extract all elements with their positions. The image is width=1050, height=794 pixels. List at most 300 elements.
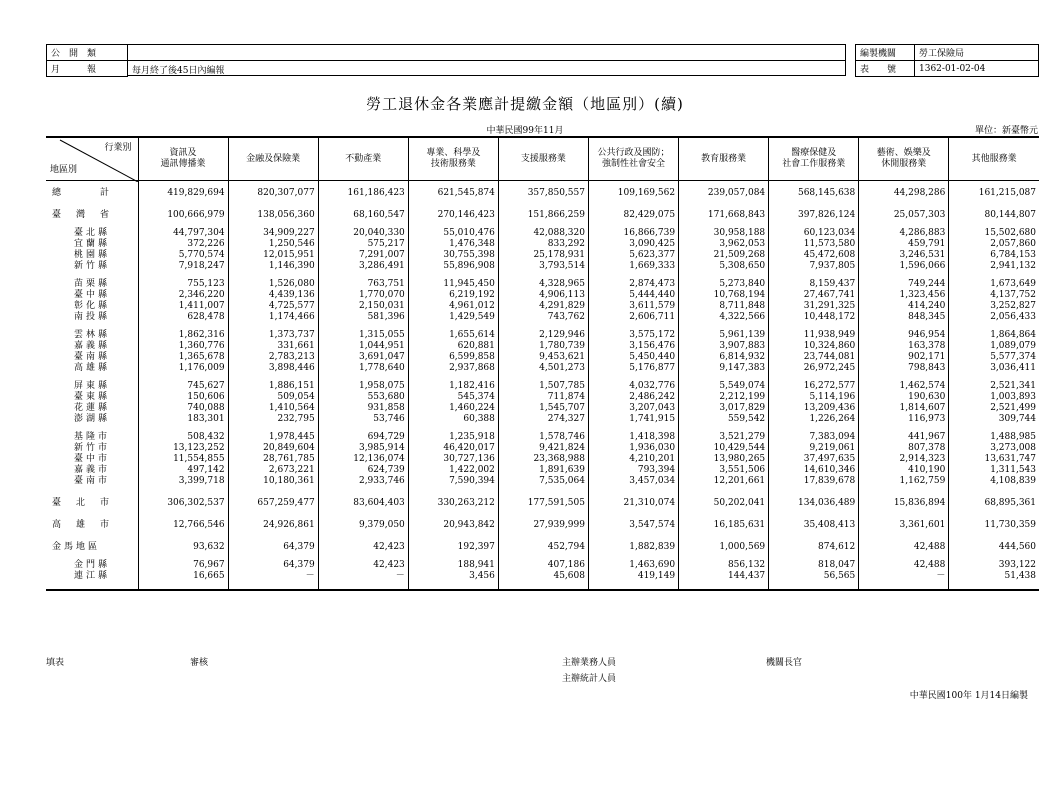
footer-prepared: 填表 (46, 658, 65, 668)
value-cell: 856,132 (679, 560, 769, 571)
value-cell: 1,958,075 (318, 381, 408, 392)
value-cell: 509,054 (228, 392, 318, 403)
agency-value: 勞工保險局 (915, 45, 1039, 61)
column-header: 藝術、娛樂及 休閒服務業 (859, 137, 949, 181)
value-cell: 177,591,505 (498, 498, 588, 509)
value-cell: 42,423 (318, 542, 408, 553)
value-cell: 5,577,374 (949, 352, 1039, 363)
value-cell: 42,423 (318, 560, 408, 571)
table-row (46, 432, 1039, 443)
value-cell: 53,746 (318, 414, 408, 425)
value-cell: 848,345 (859, 312, 949, 323)
table-row (46, 560, 1039, 571)
value-cell: 3,521,279 (679, 432, 769, 443)
value-cell: 7,918,247 (138, 261, 228, 272)
value-cell: 7,937,805 (769, 261, 859, 272)
value-cell: 1,182,416 (408, 381, 498, 392)
value-cell: 407,186 (498, 560, 588, 571)
value-cell: 6,814,932 (679, 352, 769, 363)
value-cell: 6,219,192 (408, 290, 498, 301)
table-row (46, 250, 1039, 261)
value-cell: 545,374 (408, 392, 498, 403)
region-name: 基隆市 (74, 432, 111, 442)
value-cell: 2,150,031 (318, 301, 408, 312)
form-number-label: 表 號 (856, 61, 915, 77)
value-cell: 45,472,608 (769, 250, 859, 261)
value-cell: 5,114,196 (769, 392, 859, 403)
value-cell: 4,906,113 (498, 290, 588, 301)
value-cell: 37,497,635 (769, 454, 859, 465)
value-cell: 628,478 (138, 312, 228, 323)
corner-industry-label: 行業別 (104, 143, 132, 153)
value-cell: 2,129,946 (498, 330, 588, 341)
value-cell: 34,909,227 (228, 228, 318, 239)
value-cell: 5,961,139 (679, 330, 769, 341)
value-cell: 20,040,330 (318, 228, 408, 239)
value-cell: 16,272,577 (769, 381, 859, 392)
value-cell: 331,661 (228, 341, 318, 352)
value-cell: 620,881 (408, 341, 498, 352)
value-cell: 12,136,074 (318, 454, 408, 465)
value-cell: 270,146,423 (408, 210, 498, 221)
column-header: 教育服務業 (679, 137, 769, 181)
value-cell: 82,429,075 (588, 210, 678, 221)
value-cell: 7,291,007 (318, 250, 408, 261)
value-cell: 161,186,423 (318, 188, 408, 199)
value-cell: 3,575,172 (588, 330, 678, 341)
table-row (46, 301, 1039, 312)
value-cell: 743,762 (498, 312, 588, 323)
column-header: 不動產業 (318, 137, 408, 181)
table-row (46, 239, 1039, 250)
value-cell: 7,590,394 (408, 476, 498, 487)
column-header: 公共行政及國防； 強制性社會安全 (588, 137, 678, 181)
value-cell: 183,301 (138, 414, 228, 425)
footer-statistics-staff: 主辦統計人員 (562, 674, 617, 684)
value-cell: 10,324,860 (769, 341, 859, 352)
value-cell: 109,169,562 (588, 188, 678, 199)
value-cell: 5,176,877 (588, 363, 678, 374)
value-cell: 9,147,383 (679, 363, 769, 374)
value-cell: 1,882,839 (588, 542, 678, 553)
value-cell: 1,862,316 (138, 330, 228, 341)
value-cell: 3,252,827 (949, 301, 1039, 312)
header-left-value-box (128, 44, 846, 76)
value-cell: 621,545,874 (408, 188, 498, 199)
value-cell: 4,137,752 (949, 290, 1039, 301)
value-cell: 1,669,333 (588, 261, 678, 272)
value-cell: 21,509,268 (679, 250, 769, 261)
value-cell: 15,502,680 (949, 228, 1039, 239)
value-cell: 2,346,220 (138, 290, 228, 301)
region-name: 新竹縣 (74, 261, 111, 271)
value-cell: 64,379 (228, 560, 318, 571)
value-cell: 1,488,985 (949, 432, 1039, 443)
value-cell: 42,488 (859, 542, 949, 553)
value-cell: 694,729 (318, 432, 408, 443)
value-cell: 1,174,466 (228, 312, 318, 323)
value-cell: 42,088,320 (498, 228, 588, 239)
region-name: 嘉義縣 (74, 341, 111, 351)
region-name: 南投縣 (74, 312, 111, 322)
value-cell: 239,057,084 (679, 188, 769, 199)
value-cell: 1,778,640 (318, 363, 408, 374)
region-name: 總 計 (52, 188, 113, 198)
table-row (46, 279, 1039, 290)
value-cell: 55,896,908 (408, 261, 498, 272)
value-cell: 4,322,566 (679, 312, 769, 323)
value-cell: 1,373,737 (228, 330, 318, 341)
region-name: 臺北縣 (74, 228, 111, 238)
value-cell: 3,985,914 (318, 443, 408, 454)
value-cell: 16,185,631 (679, 520, 769, 531)
value-cell: 11,730,359 (949, 520, 1039, 531)
value-cell: 44,797,304 (138, 228, 228, 239)
value-cell: 10,768,194 (679, 290, 769, 301)
value-cell: 306,302,537 (138, 498, 228, 509)
value-cell: 10,429,544 (679, 443, 769, 454)
value-cell: 357,850,557 (498, 188, 588, 199)
value-cell: 8,711,848 (679, 301, 769, 312)
column-header: 醫療保健及 社會工作服務業 (769, 137, 859, 181)
value-cell: 171,668,843 (679, 210, 769, 221)
value-cell: 1,462,574 (859, 381, 949, 392)
value-cell: 188,941 (408, 560, 498, 571)
table-row (46, 210, 1039, 221)
value-cell: 798,843 (859, 363, 949, 374)
unit-label: 單位：新臺幣元 (974, 126, 1038, 136)
value-cell: 24,926,861 (228, 520, 318, 531)
value-cell: 20,849,604 (228, 443, 318, 454)
value-cell: 711,874 (498, 392, 588, 403)
table-row (46, 188, 1039, 199)
region-name: 桃園縣 (74, 250, 111, 260)
value-cell: 3,793,514 (498, 261, 588, 272)
value-cell: 508,432 (138, 432, 228, 443)
table-row (46, 228, 1039, 239)
value-cell: 1,003,893 (949, 392, 1039, 403)
column-header: 資訊及 通訊傳播業 (138, 137, 228, 181)
value-cell: 1,780,739 (498, 341, 588, 352)
value-cell: 931,858 (318, 403, 408, 414)
value-cell: 1,460,224 (408, 403, 498, 414)
corner-cell (46, 137, 138, 181)
value-cell: 2,521,499 (949, 403, 1039, 414)
value-cell: 902,171 (859, 352, 949, 363)
value-cell: 330,263,212 (408, 498, 498, 509)
value-cell: 419,829,694 (138, 188, 228, 199)
value-cell: 56,565 (769, 571, 859, 582)
value-cell: 2,914,323 (859, 454, 949, 465)
value-cell: 4,501,273 (498, 363, 588, 374)
value-cell: 3,286,491 (318, 261, 408, 272)
table-row (46, 381, 1039, 392)
region-name: 臺中市 (74, 454, 111, 464)
value-cell: 20,943,842 (408, 520, 498, 531)
value-cell: 4,725,577 (228, 301, 318, 312)
value-cell: 1,526,080 (228, 279, 318, 290)
value-cell: 3,898,446 (228, 363, 318, 374)
corner-region-label: 地區別 (50, 165, 78, 175)
region-name: 高雄縣 (74, 363, 111, 373)
value-cell: 1,673,649 (949, 279, 1039, 290)
region-name: 澎湖縣 (74, 414, 111, 424)
value-cell: 68,895,361 (949, 498, 1039, 509)
value-cell: 1,655,614 (408, 330, 498, 341)
region-name: 雲林縣 (74, 330, 111, 340)
table-row (46, 414, 1039, 425)
value-cell: 13,123,252 (138, 443, 228, 454)
value-cell: 419,149 (588, 571, 678, 582)
table-row (46, 363, 1039, 374)
value-cell: 1,891,639 (498, 465, 588, 476)
value-cell: 76,967 (138, 560, 228, 571)
value-cell: 9,453,621 (498, 352, 588, 363)
value-cell: 459,791 (859, 239, 949, 250)
value-cell: 1,814,607 (859, 403, 949, 414)
data-table (46, 136, 1039, 591)
value-cell: 1,596,066 (859, 261, 949, 272)
value-cell: 1,410,564 (228, 403, 318, 414)
value-cell: 3,273,008 (949, 443, 1039, 454)
value-cell: 27,939,999 (498, 520, 588, 531)
value-cell: 2,783,213 (228, 352, 318, 363)
value-cell: 1,476,348 (408, 239, 498, 250)
table-row (46, 454, 1039, 465)
table-row (46, 261, 1039, 272)
region-name: 金馬地區 (52, 542, 101, 552)
table-row (46, 341, 1039, 352)
public-label: 公 開 類 (47, 45, 128, 61)
value-cell: 2,056,433 (949, 312, 1039, 323)
value-cell: 5,444,440 (588, 290, 678, 301)
value-cell: 946,954 (859, 330, 949, 341)
value-cell: 6,599,858 (408, 352, 498, 363)
value-cell: 8,159,437 (769, 279, 859, 290)
value-cell: 25,178,931 (498, 250, 588, 261)
value-cell: 1,418,398 (588, 432, 678, 443)
value-cell: 42,488 (859, 560, 949, 571)
value-cell: 1,000,569 (679, 542, 769, 553)
value-cell: 1,089,079 (949, 341, 1039, 352)
region-name: 彰化縣 (74, 301, 111, 311)
value-cell: 16,665 (138, 571, 228, 582)
value-cell: 23,744,081 (769, 352, 859, 363)
value-cell: 5,770,574 (138, 250, 228, 261)
value-cell: 11,573,580 (769, 239, 859, 250)
value-cell: 1,578,746 (498, 432, 588, 443)
value-cell: 749,244 (859, 279, 949, 290)
value-cell: 1,507,785 (498, 381, 588, 392)
value-cell: 559,542 (679, 414, 769, 425)
value-cell: 575,217 (318, 239, 408, 250)
table-row (46, 571, 1039, 582)
value-cell: 5,549,074 (679, 381, 769, 392)
table-row (46, 312, 1039, 323)
value-cell: 1,978,445 (228, 432, 318, 443)
value-cell: 1,741,915 (588, 414, 678, 425)
value-cell: 83,604,403 (318, 498, 408, 509)
column-header: 支援服務業 (498, 137, 588, 181)
value-cell: 55,010,476 (408, 228, 498, 239)
region-name: 屏東縣 (74, 381, 111, 391)
value-cell: － (228, 571, 318, 582)
value-cell: 1,235,918 (408, 432, 498, 443)
value-cell: 161,215,087 (949, 188, 1039, 199)
value-cell: 15,836,894 (859, 498, 949, 509)
value-cell: 820,307,077 (228, 188, 318, 199)
value-cell: 26,972,245 (769, 363, 859, 374)
value-cell: 11,554,855 (138, 454, 228, 465)
report-period: 中華民國99年11月 (486, 126, 564, 136)
table-header (46, 137, 1039, 181)
value-cell: 13,209,436 (769, 403, 859, 414)
table-row (46, 443, 1039, 454)
value-cell: 1,365,678 (138, 352, 228, 363)
value-cell: 50,202,041 (679, 498, 769, 509)
value-cell: 1,411,007 (138, 301, 228, 312)
value-cell: 807,378 (859, 443, 949, 454)
value-cell: 4,210,201 (588, 454, 678, 465)
table-row (46, 476, 1039, 487)
value-cell: 4,286,883 (859, 228, 949, 239)
value-cell: 553,680 (318, 392, 408, 403)
value-cell: 28,761,785 (228, 454, 318, 465)
value-cell: 14,610,346 (769, 465, 859, 476)
value-cell: 93,632 (138, 542, 228, 553)
region-name: 臺 灣 省 (52, 210, 113, 220)
value-cell: 4,108,839 (949, 476, 1039, 487)
value-cell: 4,291,829 (498, 301, 588, 312)
column-header: 其他服務業 (949, 137, 1039, 181)
value-cell: 833,292 (498, 239, 588, 250)
header-left-labels (46, 44, 128, 77)
value-cell: 452,794 (498, 542, 588, 553)
table-row (46, 352, 1039, 363)
value-cell: 2,941,132 (949, 261, 1039, 272)
region-name: 高 雄 市 (52, 520, 113, 530)
value-cell: 11,938,949 (769, 330, 859, 341)
value-cell: 1,162,759 (859, 476, 949, 487)
page-title: 勞工退休金各業應計提繳金額（地區別）(續) (366, 95, 684, 113)
value-cell: 9,219,061 (769, 443, 859, 454)
value-cell: 397,826,124 (769, 210, 859, 221)
value-cell: 60,123,034 (769, 228, 859, 239)
value-cell: 568,145,638 (769, 188, 859, 199)
value-cell: 3,399,718 (138, 476, 228, 487)
value-cell: 7,535,064 (498, 476, 588, 487)
value-cell: 100,666,979 (138, 210, 228, 221)
region-name: 新竹市 (74, 443, 111, 453)
value-cell: 190,630 (859, 392, 949, 403)
value-cell: 12,766,546 (138, 520, 228, 531)
value-cell: 13,980,265 (679, 454, 769, 465)
value-cell: 4,961,012 (408, 301, 498, 312)
value-cell: － (318, 571, 408, 582)
value-cell: 68,160,547 (318, 210, 408, 221)
value-cell: 1,146,390 (228, 261, 318, 272)
value-cell: 441,967 (859, 432, 949, 443)
value-cell: 60,388 (408, 414, 498, 425)
value-cell: 740,088 (138, 403, 228, 414)
value-cell: 64,379 (228, 542, 318, 553)
value-cell: － (859, 571, 949, 582)
footer-business-staff: 主辦業務人員 (562, 658, 617, 668)
value-cell: 624,739 (318, 465, 408, 476)
value-cell: 150,606 (138, 392, 228, 403)
form-number-value: 1362-01-02-04 (915, 61, 1039, 77)
value-cell: 4,439,136 (228, 290, 318, 301)
value-cell: 763,751 (318, 279, 408, 290)
value-cell: 2,057,860 (949, 239, 1039, 250)
value-cell: 414,240 (859, 301, 949, 312)
value-cell: 3,090,425 (588, 239, 678, 250)
value-cell: 1,315,055 (318, 330, 408, 341)
value-cell: 2,606,711 (588, 312, 678, 323)
value-cell: 1,770,070 (318, 290, 408, 301)
table-row (46, 392, 1039, 403)
column-header: 專業、科學及 技術服務業 (408, 137, 498, 181)
value-cell: 5,623,377 (588, 250, 678, 261)
value-cell: 5,273,840 (679, 279, 769, 290)
value-cell: 13,631,747 (949, 454, 1039, 465)
value-cell: 444,560 (949, 542, 1039, 553)
table-row (46, 542, 1039, 553)
value-cell: 1,360,776 (138, 341, 228, 352)
value-cell: 3,246,531 (859, 250, 949, 261)
region-name: 金門縣 (74, 560, 111, 570)
footer-agency-head: 機關長官 (766, 658, 803, 668)
table-row (46, 330, 1039, 341)
table-body (46, 181, 1039, 591)
value-cell: 497,142 (138, 465, 228, 476)
value-cell: 372,226 (138, 239, 228, 250)
header-right-box (855, 44, 1039, 77)
value-cell: 46,420,017 (408, 443, 498, 454)
value-cell: 2,521,341 (949, 381, 1039, 392)
region-name: 連江縣 (74, 571, 111, 581)
value-cell: 1,226,264 (769, 414, 859, 425)
report-freq-label: 月 報 (47, 61, 128, 77)
value-cell: 45,608 (498, 571, 588, 582)
value-cell: 31,291,325 (769, 301, 859, 312)
value-cell: 745,627 (138, 381, 228, 392)
region-name: 花蓮縣 (74, 403, 111, 413)
value-cell: 3,551,506 (679, 465, 769, 476)
value-cell: 232,795 (228, 414, 318, 425)
value-cell: 25,057,303 (859, 210, 949, 221)
value-cell: 3,907,883 (679, 341, 769, 352)
value-cell: 3,017,829 (679, 403, 769, 414)
value-cell: 309,744 (949, 414, 1039, 425)
value-cell: 755,123 (138, 279, 228, 290)
value-cell: 3,457,034 (588, 476, 678, 487)
value-cell: 2,673,221 (228, 465, 318, 476)
value-cell: 1,463,690 (588, 560, 678, 571)
table-row (46, 403, 1039, 414)
value-cell: 3,691,047 (318, 352, 408, 363)
value-cell: 35,408,413 (769, 520, 859, 531)
value-cell: 2,937,868 (408, 363, 498, 374)
value-cell: 2,212,199 (679, 392, 769, 403)
value-cell: 192,397 (408, 542, 498, 553)
value-cell: 3,611,579 (588, 301, 678, 312)
value-cell: 151,866,259 (498, 210, 588, 221)
value-cell: 134,036,489 (769, 498, 859, 509)
value-cell: 1,936,030 (588, 443, 678, 454)
value-cell: 1,422,002 (408, 465, 498, 476)
value-cell: 1,044,951 (318, 341, 408, 352)
